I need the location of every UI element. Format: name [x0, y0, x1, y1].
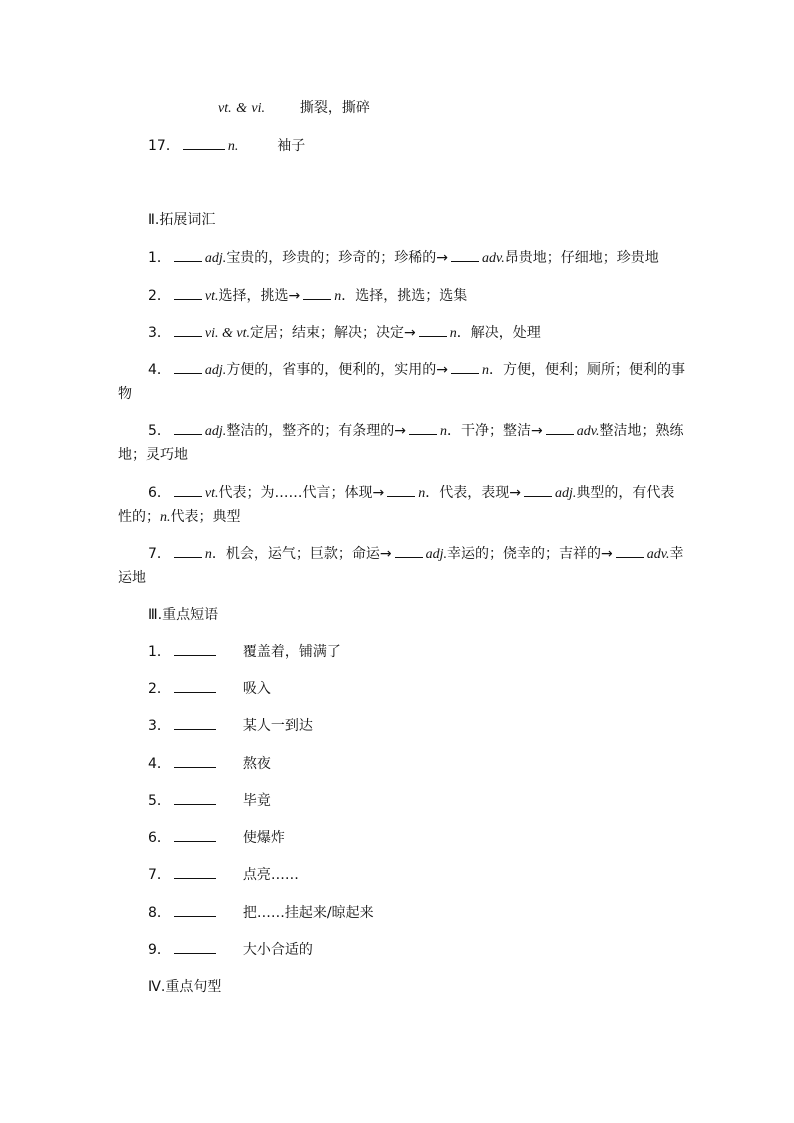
meaning-text: 典型的，有代表 — [576, 485, 675, 501]
answer-blank[interactable] — [174, 754, 216, 768]
answer-blank[interactable] — [174, 679, 216, 693]
answer-blank[interactable] — [183, 136, 225, 150]
meaning-text: 使爆炸 — [242, 830, 285, 846]
item-number: 8． — [148, 905, 171, 921]
meaning-text: 熬夜 — [242, 756, 271, 772]
item-number: 1． — [148, 644, 171, 660]
answer-blank[interactable] — [174, 865, 216, 879]
pos-label: n — [334, 289, 342, 304]
answer-blank[interactable] — [174, 360, 202, 374]
item-number: 17． — [148, 138, 180, 154]
meaning-text: 宝贵的，珍贵的；珍奇的；珍稀的→ — [226, 250, 449, 266]
pos-label: n — [440, 424, 448, 439]
answer-blank[interactable] — [387, 483, 415, 497]
answer-blank[interactable] — [174, 903, 216, 917]
pos-label: n — [482, 363, 490, 378]
item-number: 9． — [148, 942, 171, 958]
phrase-item-5 — [148, 791, 271, 811]
meaning-text: 昂贵地；仔细地；珍贵地 — [504, 250, 659, 266]
meaning-text: 性的； — [118, 509, 160, 525]
item-number: 3． — [148, 718, 171, 734]
item-number: 6． — [148, 830, 171, 846]
item-number: 2． — [148, 681, 171, 697]
phrase-item-4 — [148, 754, 271, 774]
item-number: 2． — [148, 288, 171, 304]
meaning-text: ．机会，运气；巨款；命运→ — [211, 546, 392, 562]
extended-vocab-item-7-continued: 运地 — [118, 570, 146, 586]
pos-label: vt. — [204, 486, 219, 501]
meaning-text: 整洁的，整齐的；有条理的→ — [226, 423, 407, 439]
meaning-text: 大小合适的 — [242, 942, 313, 958]
pos-label: adj. — [425, 547, 448, 562]
extended-vocab-item-3 — [148, 323, 541, 344]
answer-blank[interactable] — [174, 286, 202, 300]
answer-blank[interactable] — [451, 360, 479, 374]
answer-blank[interactable] — [174, 421, 202, 435]
meaning-text: ．解决，处理 — [456, 325, 541, 341]
extended-vocab-item-1 — [148, 248, 659, 269]
meaning-text: 代表；典型 — [170, 509, 241, 525]
answer-blank[interactable] — [409, 421, 437, 435]
answer-blank[interactable] — [174, 483, 202, 497]
meaning-text: ．方便，便利；厕所；便利的事 — [489, 362, 686, 378]
pos-label: vi. & vt. — [204, 326, 251, 341]
meaning-text: 幸运的；侥幸的；吉祥的→ — [447, 546, 613, 562]
meaning-text: 某人一到达 — [242, 718, 313, 734]
section-heading-key-sentences: Ⅳ.重点句型 — [148, 979, 222, 995]
meaning-text: ．选择，挑选；选集 — [341, 288, 468, 304]
meaning-text: 把……挂起来/晾起来 — [242, 905, 374, 921]
pos-label: n — [418, 486, 426, 501]
phrase-item-7 — [148, 865, 299, 885]
pos-label: vi. — [251, 101, 266, 116]
pos-label: vt. — [204, 289, 219, 304]
answer-blank[interactable] — [174, 716, 216, 730]
item-number: 4． — [148, 756, 171, 772]
meaning-text: 点亮…… — [242, 867, 299, 883]
pos-label: adv. — [576, 424, 600, 439]
meaning-text: ．干净；整洁→ — [447, 423, 543, 439]
pos-label: adj. — [204, 251, 227, 266]
meaning-text: 定居；结束；解决；决定→ — [250, 325, 416, 341]
meaning-text: 幸 — [669, 546, 684, 562]
extended-vocab-item-5 — [148, 421, 683, 442]
meaning-text: 毕竟 — [242, 793, 271, 809]
item-number: 7． — [148, 546, 171, 562]
meaning-text: 整洁地；熟练 — [599, 423, 684, 439]
phrase-item-3 — [148, 716, 313, 736]
answer-blank[interactable] — [546, 421, 574, 435]
answer-blank[interactable] — [174, 642, 216, 656]
meaning-text: 撕裂，撕碎 — [299, 100, 370, 116]
pos-label: n — [204, 547, 212, 562]
item-number: 4． — [148, 362, 171, 378]
top-entry — [218, 98, 370, 119]
extended-vocab-item-4 — [148, 360, 685, 381]
answer-blank[interactable] — [174, 828, 216, 842]
answer-blank[interactable] — [174, 791, 216, 805]
answer-blank[interactable] — [174, 544, 202, 558]
item-number: 7． — [148, 867, 171, 883]
phrase-item-8 — [148, 903, 374, 923]
meaning-text: 覆盖着，铺满了 — [242, 644, 341, 660]
pos-label: n — [449, 326, 457, 341]
meaning-text: 吸入 — [242, 681, 271, 697]
extended-vocab-item-2 — [148, 286, 467, 307]
meaning-text: ．代表，表现→ — [425, 485, 521, 501]
pos-label: adv. — [646, 547, 670, 562]
section-heading-extended-vocab: Ⅱ.拓展词汇 — [148, 212, 216, 228]
meaning-text: 选择，挑选→ — [218, 288, 301, 304]
phrase-item-2 — [148, 679, 271, 699]
answer-blank[interactable] — [174, 248, 202, 262]
pos-label: n. — [227, 139, 239, 154]
answer-blank[interactable] — [174, 940, 216, 954]
phrase-item-9 — [148, 940, 313, 960]
item-number: 1． — [148, 250, 171, 266]
pos-label: adj. — [204, 363, 227, 378]
answer-blank[interactable] — [395, 544, 423, 558]
item-number: 5． — [148, 423, 171, 439]
answer-blank[interactable] — [419, 323, 447, 337]
extended-vocab-item-6 — [148, 483, 674, 504]
answer-blank[interactable] — [303, 286, 331, 300]
answer-blank[interactable] — [174, 323, 202, 337]
pos-label: adj. — [204, 424, 227, 439]
extended-vocab-item-5-continued: 地；灵巧地 — [118, 447, 188, 463]
section-heading-key-phrases: Ⅲ.重点短语 — [148, 607, 219, 623]
meaning-text: 代表；为……代言；体现→ — [218, 485, 385, 501]
pos-label: adj. — [555, 486, 577, 501]
answer-blank[interactable] — [616, 544, 644, 558]
item-number: 3． — [148, 325, 171, 341]
ampersand: & — [236, 101, 247, 116]
phrase-item-1 — [148, 642, 341, 662]
pos-label: adv. — [482, 251, 505, 266]
extended-vocab-item-6-continued — [118, 507, 241, 528]
item-number: 6． — [148, 485, 171, 501]
pos-label: n. — [160, 510, 171, 525]
meaning-text: 方便的，省事的，便利的，实用的→ — [226, 362, 449, 378]
pos-label: vt. — [218, 101, 232, 116]
answer-blank[interactable] — [524, 483, 552, 497]
answer-blank[interactable] — [451, 248, 479, 262]
phrase-item-6 — [148, 828, 285, 848]
meaning-text: 袖子 — [277, 138, 306, 154]
item-number: 5． — [148, 793, 171, 809]
vocab-item-17 — [148, 136, 305, 157]
extended-vocab-item-4-continued: 物 — [118, 386, 132, 402]
extended-vocab-item-7 — [148, 544, 683, 565]
